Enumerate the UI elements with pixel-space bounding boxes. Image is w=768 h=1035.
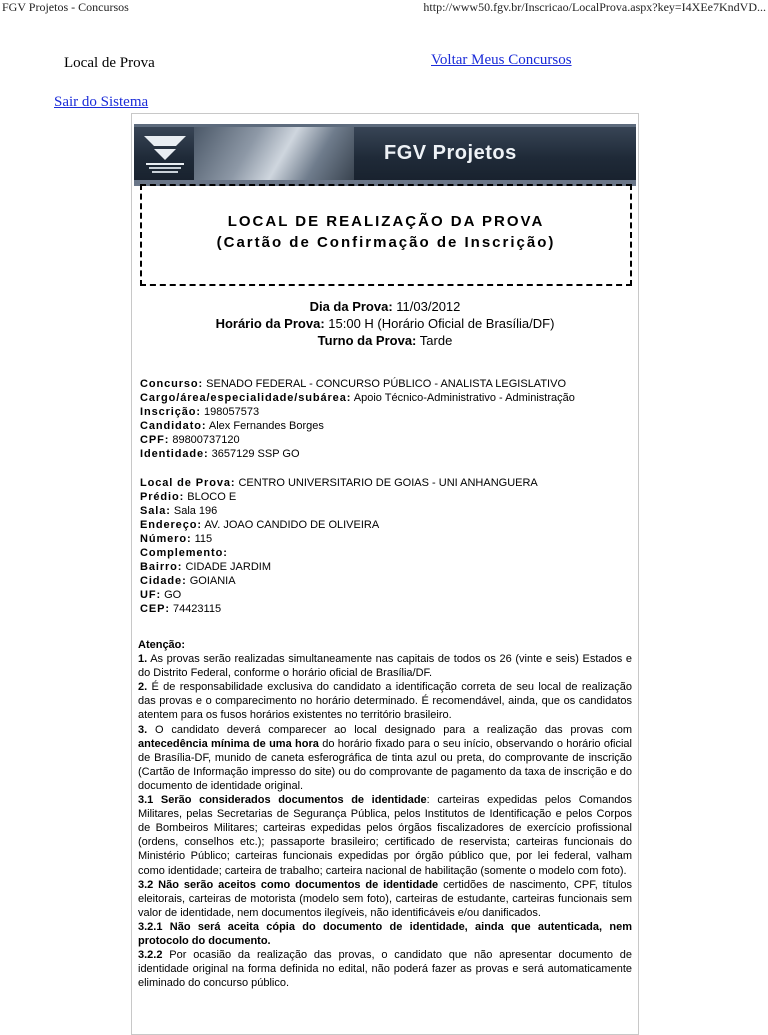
attention-item-1: 1. As provas serão realizadas simultaneamente nas capitais de todos os 26 (vinte e seis) Estados e do Distrito Federal, conforme o horário oficial de Brasília/DF. [138, 653, 632, 680]
zip-row: CEP: 74423115 [140, 603, 222, 616]
card-title: LOCAL DE REALIZAÇÃO DA PROVA [227, 213, 545, 230]
card-title-box [140, 184, 632, 286]
attention-item-3-1: 3.1 Serão considerados documentos de identidade: carteiras expedidas pelos Comandos Militares, pelas Secretarias de Segurança Pública, pelos Institutos de Identificação e pelos Corpos de Bombeiros Militares; carteiras expedidas pelos órgãos fiscalizadores de exercício profissional (ordens, conselhos etc.); passaporte brasileiro; certificado de reservista; carteiras funcionais do Ministério Público; carteiras funcionais expedidas por órgão público que, por lei federal, valham como identidade; carteira de trabalho; carteira nacional de habilitação (somente o modelo com foto). [138, 794, 632, 877]
card-subtitle: (Cartão de Confirmação de Inscrição) [216, 234, 556, 251]
print-header [0, 0, 768, 16]
exam-place-row: Local de Prova: CENTRO UNIVERSITARIO DE GOIAS - UNI ANHANGUERA [140, 476, 538, 489]
candidate-name-row: Candidato: Alex Fernandes Borges [140, 420, 324, 433]
confirmation-card [131, 113, 639, 1035]
attention-section [138, 638, 632, 990]
attention-heading: Atenção: [138, 639, 186, 651]
page-url: http://www50.fgv.br/Inscricao/LocalProva.aspx?key=I4XEe7KndVD... [423, 0, 766, 14]
state-row: UF: GO [140, 589, 182, 602]
back-to-contests-link[interactable]: Voltar Meus Concursos [431, 52, 572, 68]
contest-row: Concurso: SENADO FEDERAL - CONCURSO PÚBLICO - ANALISTA LEGISLATIVO [140, 378, 566, 390]
number-row: Número: 115 [140, 532, 213, 545]
room-row: Sala: Sala 196 [140, 504, 218, 517]
attention-item-3-2-1: 3.2.1 Não será aceita cópia do documento de identidade, ainda que autenticada, nem protocolo do documento. [138, 920, 632, 947]
attention-item-3-2-2: 3.2.2 Por ocasião da realização das provas, o candidato que não apresentar documento de identidade original na forma definida no edital, não poderá fazer as provas e será automaticamente eliminado do concurso público. [138, 949, 632, 990]
city-row: Cidade: GOIANIA [140, 575, 236, 588]
building-row: Prédio: BLOCO E [140, 490, 237, 503]
complement-row: Complemento: [140, 547, 228, 560]
identity-row: Identidade: 3657129 SSP GO [140, 448, 300, 461]
page-heading: Local de Prova [64, 55, 155, 71]
exam-day: Dia da Prova: 11/03/2012 [309, 299, 461, 314]
role-row: Cargo/área/especialidade/subárea: Apoio Técnico-Administrativo - Administração [140, 392, 575, 405]
fgv-banner [134, 124, 636, 186]
district-row: Bairro: CIDADE JARDIM [140, 561, 271, 574]
attention-item-2: 2. É de responsabilidade exclusiva do candidato a identificação correta de seu local de realização das provas e o comparecimento no horário determinado. É recomendável, ainda, que os candidatos atentem para os fusos horários existentes no território brasileiro. [138, 681, 632, 722]
cpf-row: CPF: 89800737120 [140, 434, 240, 447]
address-row: Endereço: AV. JOAO CANDIDO DE OLIVEIRA [140, 518, 380, 531]
registration-row: Inscrição: 198057573 [140, 406, 260, 419]
logout-link[interactable]: Sair do Sistema [54, 94, 149, 110]
attention-item-3-2: 3.2 Não serão aceitos como documentos de identidade certidões de nascimento, CPF, títulos eleitorais, carteiras de motorista (modelo sem foto), carteiras de estudante, carteiras funcionais sem valor de identidade, nem documentos ilegíveis, não identificáveis e/ou danificados. [138, 878, 632, 919]
page-title: FGV Projetos - Concursos [2, 0, 129, 14]
banner-title: FGV Projetos [384, 142, 517, 164]
candidate-fields [140, 377, 630, 617]
attention-item-3: 3. O candidato deverá comparecer ao local designado para a realização das provas com antecedência mínima de uma hora do horário fixado para o seu início, observando o horário oficial de Brasília-DF, munido de caneta esferográfica de tinta azul ou preta, do comprovante de inscrição (Cartão de Informação impresso do site) ou do comprovante de pagamento da taxa de inscrição e do documento de identidade original. [138, 723, 632, 792]
exam-schedule [132, 298, 638, 349]
exam-shift: Turno da Prova: Tarde [317, 333, 453, 348]
fgv-logo-icon [140, 130, 190, 176]
building-photo [194, 127, 354, 180]
exam-time: Horário da Prova: 15:00 H (Horário Oficial de Brasília/DF) [215, 316, 555, 331]
